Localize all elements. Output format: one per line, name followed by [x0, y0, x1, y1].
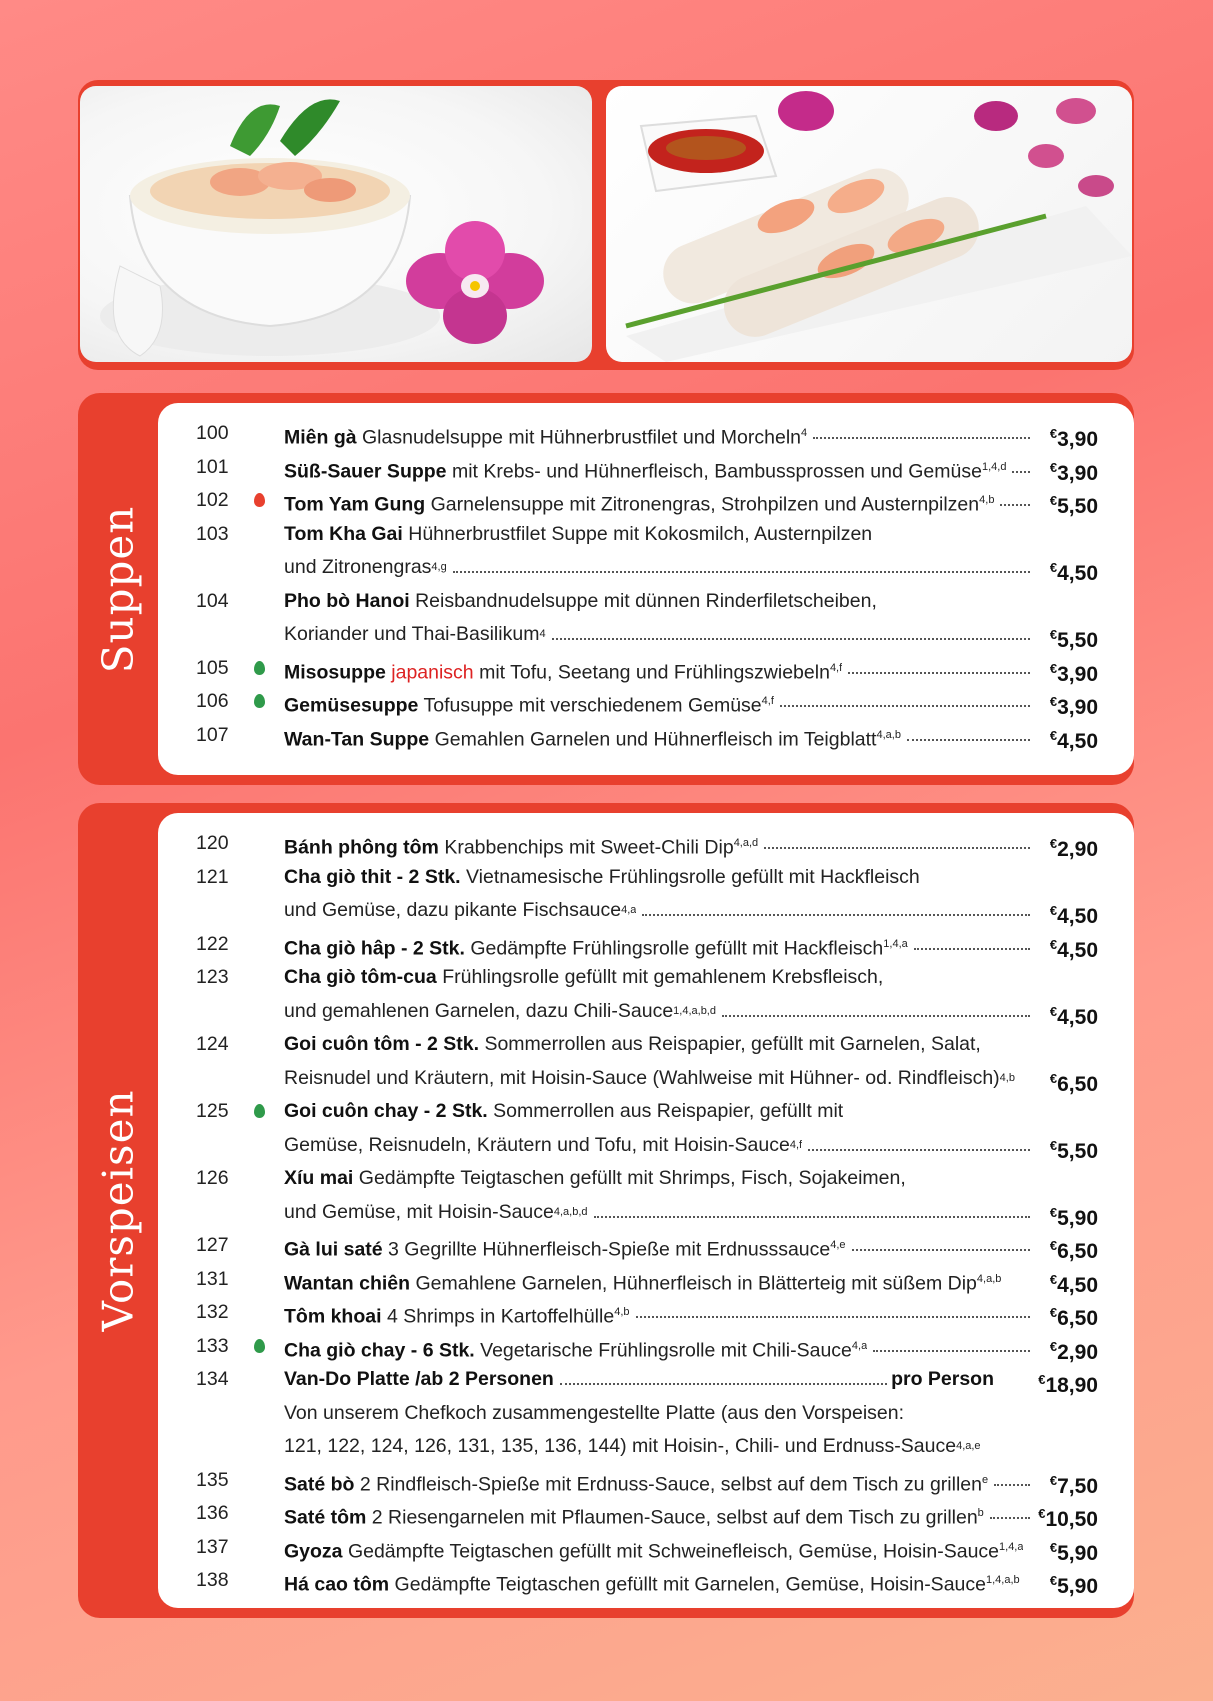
- price-value: 2,90: [1057, 1340, 1098, 1364]
- item-name: Bánh phông tôm: [284, 836, 439, 859]
- item-number: 134: [196, 1368, 229, 1390]
- item-number: 132: [196, 1301, 229, 1323]
- item-desc-text: Vietnamesische Frühlingsrolle gefüllt mit Hackfleisch: [466, 865, 920, 888]
- price-value: 18,90: [1045, 1374, 1098, 1397]
- item-name: Wantan chiên: [284, 1272, 411, 1294]
- vegetarian-icon: [254, 1339, 265, 1353]
- item-text: [284, 1062, 1034, 1100]
- item-name: Há cao tôm: [284, 1573, 390, 1596]
- vegetarian-icon: [254, 1104, 265, 1118]
- item-description: [284, 1363, 554, 1397]
- item-name: Süß-Sauer Suppe: [284, 460, 447, 482]
- item-name: Gemüsesuppe: [284, 694, 419, 717]
- allergen-wrap: [621, 894, 636, 932]
- price-value: 6,50: [1057, 1072, 1098, 1096]
- menu-item: [158, 518, 1134, 552]
- currency-symbol: €: [1049, 627, 1058, 642]
- allergen-wrap: [431, 551, 446, 589]
- currency-symbol: €: [1049, 1573, 1058, 1588]
- item-number: 120: [196, 832, 229, 854]
- item-name: Goi cuôn tôm - 2 Stk.: [284, 1033, 480, 1055]
- menu-item: [158, 1263, 1134, 1297]
- price-value: 6,50: [1057, 1307, 1098, 1330]
- item-desc-text: Sommerrollen aus Reispapier, gefüllt mit Garnelen, Salat,: [484, 1033, 981, 1055]
- allergen-codes: 4,b: [999, 1071, 1015, 1084]
- currency-symbol: €: [1049, 694, 1058, 709]
- allergen-codes: 4,g: [431, 561, 447, 573]
- currency-symbol: €: [1049, 936, 1058, 952]
- menu-list-suppen: [158, 417, 1134, 752]
- item-text: [284, 417, 1034, 455]
- allergen-codes: 4,a,b: [976, 1272, 1002, 1285]
- allergen-codes: 4,a: [621, 904, 637, 916]
- item-text: [284, 1162, 1034, 1196]
- menu-item-continued: [158, 1196, 1134, 1230]
- price-value: 5,90: [1057, 1206, 1098, 1230]
- item-name: Tom Yam Gung: [284, 493, 426, 516]
- item-number: 126: [196, 1167, 229, 1189]
- currency-symbol: €: [1049, 1271, 1058, 1287]
- menu-panel-suppen: [158, 403, 1134, 775]
- price-value: 7,50: [1057, 1474, 1098, 1498]
- menu-item: [158, 484, 1134, 518]
- price-value: 4,50: [1057, 1273, 1098, 1297]
- soup-illustration: [80, 86, 592, 362]
- item-text: [284, 518, 1034, 552]
- leader-dots: [914, 928, 1030, 950]
- item-description: Von unserem Chefkoch zusammengestellte Platte (aus den Vorspeisen:: [284, 1401, 905, 1424]
- item-desc-text: Tofusuppe mit verschiedenem Gemüse: [423, 694, 762, 717]
- leader-dots: [852, 1229, 1030, 1251]
- menu-item-continued: [158, 551, 1134, 585]
- item-number: 131: [196, 1267, 229, 1290]
- soup-photo: [80, 86, 592, 362]
- item-desc-text: 2 Rindfleisch-Spieße mit Erdnuss-Sauce, selbst auf dem Tisch zu grillen: [359, 1473, 982, 1495]
- item-text: [284, 928, 1034, 966]
- allergen-codes: 1,4,a: [999, 1540, 1024, 1553]
- item-description: [284, 1162, 906, 1196]
- leader-dots: [560, 1363, 887, 1385]
- allergen-codes: 4,a,b: [876, 728, 901, 741]
- item-price: [1050, 1564, 1098, 1604]
- currency-symbol: €: [1049, 493, 1058, 508]
- item-name: Tôm khoai: [284, 1305, 382, 1328]
- item-name: Misosuppe: [284, 661, 386, 683]
- price-value: 5,90: [1057, 1575, 1098, 1598]
- item-suffix: pro Person: [891, 1368, 994, 1390]
- item-text: [284, 618, 1034, 656]
- allergen-wrap: [554, 1196, 588, 1234]
- menu-item: [158, 1028, 1134, 1062]
- price-value: 4,50: [1057, 938, 1098, 962]
- allergen-wrap: [790, 1129, 802, 1167]
- item-desc-text: 2 Riesengarnelen mit Pflaumen-Sauce, selbst auf dem Tisch zu grillen: [371, 1506, 978, 1529]
- price-value: 2,90: [1057, 838, 1098, 861]
- leader-dots: [453, 551, 1030, 573]
- item-desc-text: Frühlingsrolle gefüllt mit gemahlenem Krebsfleisch,: [442, 966, 884, 988]
- item-description: und Gemüse, mit Hoisin-Sauce: [284, 1200, 554, 1223]
- item-text: [284, 995, 1034, 1033]
- menu-item-continued: [158, 995, 1134, 1029]
- section-vorspeisen: [78, 803, 1134, 1618]
- menu-list-vorspeisen: [158, 827, 1134, 1598]
- menu-item: [158, 451, 1134, 485]
- allergen-codes: 1,4,a,b,d: [673, 1004, 716, 1017]
- item-desc-text: Gedämpfte Frühlingsrolle gefüllt mit Hackfleisch: [470, 937, 884, 959]
- leader-dots: [722, 995, 1030, 1017]
- item-description: 121, 122, 124, 126, 131, 135, 136, 144) mit Hoisin-, Chili- und Erdnuss-Sauce: [284, 1435, 957, 1457]
- leader-dots: [848, 652, 1030, 674]
- section-title-text: Vorspeisen: [93, 1089, 143, 1332]
- allergen-codes: 4,a,b,d: [553, 1205, 588, 1218]
- price-value: 3,90: [1057, 662, 1098, 686]
- allergen-wrap: [539, 618, 545, 656]
- currency-symbol: €: [1049, 1003, 1058, 1019]
- menu-item: [158, 1497, 1134, 1531]
- item-description: [284, 1564, 1020, 1602]
- item-desc-text: Gemahlen Garnelen und Hühnerfleisch im Teigblatt: [434, 728, 877, 750]
- item-description: [284, 928, 908, 966]
- item-text: [284, 1397, 1034, 1431]
- allergen-codes: 4,f: [789, 1138, 803, 1151]
- item-description: [284, 1330, 867, 1368]
- item-desc-text: mit Tofu, Seetang und Frühlingszwiebeln: [479, 661, 830, 683]
- item-description: [284, 585, 877, 619]
- item-text: [284, 1095, 1034, 1129]
- currency-symbol: €: [1049, 560, 1058, 575]
- menu-item: [158, 1296, 1134, 1330]
- item-text: [284, 1263, 1034, 1301]
- currency-symbol: €: [1038, 1372, 1046, 1387]
- currency-symbol: €: [1049, 727, 1058, 743]
- allergen-codes: 4,a,e: [956, 1440, 981, 1452]
- menu-item-continued: [158, 618, 1134, 652]
- item-name: Cha giò chay - 6 Stk.: [284, 1339, 475, 1361]
- leader-dots: [552, 618, 1030, 640]
- item-text: [284, 484, 1034, 522]
- leader-dots: [873, 1330, 1030, 1352]
- item-desc-text: Glasnudelsuppe mit Hühnerbrustfilet und Morcheln: [362, 426, 802, 449]
- leader-dots: [990, 1497, 1030, 1519]
- item-number: 103: [196, 522, 229, 545]
- item-description: [284, 1296, 630, 1334]
- spring-rolls-photo: [606, 86, 1132, 362]
- item-text: [284, 685, 1034, 723]
- allergen-codes: 4: [801, 427, 808, 439]
- item-desc-text: Gemahlene Garnelen, Hühnerfleisch in Blätterteig mit süßem Dip: [415, 1272, 977, 1294]
- item-description: [284, 861, 920, 895]
- item-accent: japanisch: [391, 661, 474, 683]
- leader-dots: [808, 1129, 1030, 1151]
- price-value: 3,90: [1057, 696, 1098, 719]
- item-text: [284, 1430, 1074, 1468]
- menu-item: [158, 685, 1134, 719]
- item-name: Pho bò Hanoi: [284, 589, 410, 612]
- currency-symbol: €: [1049, 1338, 1058, 1354]
- currency-symbol: €: [1049, 1472, 1058, 1488]
- allergen-codes: 1,4,a: [883, 937, 908, 950]
- item-description: [284, 1497, 984, 1535]
- item-text: [284, 1531, 1034, 1569]
- item-number: 122: [196, 932, 229, 955]
- leader-dots: [813, 417, 1030, 439]
- item-desc-text: 3 Gegrillte Hühnerfleisch-Spieße mit Erdnusssauce: [388, 1238, 831, 1261]
- item-number: 107: [196, 723, 229, 746]
- item-text: [284, 1229, 1034, 1267]
- item-description: und Zitronengras: [284, 556, 432, 578]
- allergen-codes: 4,a,d: [733, 837, 759, 849]
- menu-item: [158, 961, 1134, 995]
- currency-symbol: €: [1049, 660, 1058, 676]
- photo-banner: [78, 80, 1134, 370]
- price-value: 3,90: [1057, 428, 1098, 451]
- price-value: 5,90: [1057, 1541, 1098, 1565]
- menu-item-continued: [158, 1129, 1134, 1163]
- menu-item-continued: [158, 894, 1134, 928]
- allergen-codes: 4,f: [829, 661, 843, 674]
- item-number: 135: [196, 1468, 229, 1491]
- item-name: Cha giò hâp - 2 Stk.: [284, 937, 465, 959]
- item-description: [284, 1263, 1001, 1301]
- item-text: [284, 961, 1034, 995]
- leader-dots: [907, 719, 1030, 741]
- price-value: 4,50: [1057, 1005, 1098, 1029]
- menu-item: [158, 861, 1134, 895]
- menu-item: [158, 1363, 1134, 1397]
- price-value: 4,50: [1057, 905, 1098, 928]
- item-name: Wan-Tan Suppe: [284, 728, 430, 750]
- item-description: [284, 685, 774, 723]
- allergen-codes: 4,b: [979, 494, 995, 506]
- item-text: [284, 551, 1034, 589]
- item-text: [284, 1363, 994, 1397]
- item-name: Gyoza: [284, 1540, 343, 1562]
- item-desc-text: Sommerrollen aus Reispapier, gefüllt mit: [493, 1100, 844, 1122]
- leader-dots: [780, 685, 1030, 707]
- item-text: [284, 1330, 1034, 1368]
- item-number: 133: [196, 1334, 229, 1357]
- currency-symbol: €: [1049, 1070, 1058, 1086]
- section-title-suppen: [78, 393, 158, 785]
- menu-item: [158, 1564, 1134, 1598]
- price-value: 5,50: [1057, 1139, 1098, 1163]
- item-desc-text: Gedämpfte Teigtaschen gefüllt mit Shrimps, Fisch, Sojakeimen,: [358, 1167, 906, 1189]
- item-text: [284, 1196, 1034, 1234]
- currency-symbol: €: [1049, 903, 1058, 918]
- item-text: [284, 451, 1034, 489]
- menu-item: [158, 1095, 1134, 1129]
- item-text: [284, 1028, 1034, 1062]
- item-name: Van-Do Platte /ab 2 Personen: [284, 1368, 554, 1390]
- item-description: [284, 484, 994, 522]
- item-text: [284, 1296, 1034, 1334]
- menu-item-continued: [158, 1430, 1134, 1464]
- item-description: [284, 1028, 981, 1062]
- item-description: Koriander und Thai-Basilikum: [284, 623, 540, 645]
- item-name: Gà lui saté: [284, 1238, 383, 1261]
- menu-panel-vorspeisen: [158, 813, 1134, 1608]
- item-name: Miên gà: [284, 426, 357, 449]
- item-text: [284, 1497, 1034, 1535]
- item-name: Tom Kha Gai: [284, 522, 403, 545]
- item-number: 127: [196, 1234, 229, 1256]
- allergen-codes: 4,a: [851, 1339, 868, 1352]
- vegetarian-icon: [254, 694, 265, 708]
- item-desc-text: Gedämpfte Teigtaschen gefüllt mit Garnelen, Gemüse, Hoisin-Sauce: [394, 1573, 986, 1596]
- item-desc-text: Reisbandnudelsuppe mit dünnen Rinderfiletscheiben,: [415, 589, 877, 612]
- item-name: Saté tôm: [284, 1506, 367, 1529]
- currency-symbol: €: [1049, 459, 1058, 475]
- section-title-text: Suppen: [93, 505, 143, 673]
- currency-symbol: €: [1049, 836, 1058, 851]
- item-number: 138: [196, 1569, 229, 1591]
- allergen-codes: 4: [539, 628, 546, 640]
- item-description: [284, 719, 901, 757]
- spring-rolls-illustration: [606, 86, 1132, 362]
- section-suppen: [78, 393, 1134, 785]
- allergen-codes: 4,b: [614, 1306, 630, 1318]
- leader-dots: [994, 1464, 1030, 1486]
- item-text: [284, 861, 1034, 895]
- item-description: [284, 1229, 846, 1267]
- price-value: 4,50: [1057, 729, 1098, 753]
- price-value: 10,50: [1045, 1508, 1098, 1531]
- item-desc-text: Gedämpfte Teigtaschen gefüllt mit Schweinefleisch, Gemüse, Hoisin-Sauce: [347, 1540, 1000, 1562]
- item-description: [284, 1095, 843, 1129]
- item-number: 136: [196, 1502, 229, 1524]
- section-title-vorspeisen: [78, 803, 158, 1618]
- item-description: und gemahlenen Garnelen, dazu Chili-Sauce: [284, 999, 674, 1022]
- item-number: 125: [196, 1100, 229, 1122]
- menu-item: [158, 1531, 1134, 1565]
- allergen-codes: 1,4,d: [981, 460, 1007, 473]
- item-number: 105: [196, 656, 229, 679]
- item-number: 121: [196, 865, 229, 888]
- item-description: [284, 518, 872, 552]
- item-description: und Gemüse, dazu pikante Fischsauce: [284, 899, 622, 921]
- leader-dots: [1000, 484, 1030, 506]
- leader-dots: [636, 1296, 1031, 1318]
- menu-item: [158, 1330, 1134, 1364]
- price-value: 5,50: [1057, 495, 1098, 518]
- item-name: Goi cuôn chay - 2 Stk.: [284, 1100, 488, 1122]
- item-text: [284, 1564, 1034, 1602]
- item-description: [284, 961, 883, 995]
- item-desc-text: 4 Shrimps in Kartoffelhülle: [386, 1305, 615, 1328]
- allergen-wrap: [1000, 1062, 1015, 1100]
- leader-dots: [594, 1196, 1030, 1218]
- item-number: 101: [196, 455, 229, 478]
- item-name: Xíu mai: [284, 1167, 354, 1189]
- leader-dots: [642, 894, 1030, 916]
- item-desc-text: Krabbenchips mit Sweet-Chili Dip: [444, 836, 734, 859]
- item-description: [284, 652, 842, 690]
- price-value: 6,50: [1057, 1240, 1098, 1263]
- currency-symbol: €: [1038, 1506, 1046, 1521]
- item-number: 124: [196, 1033, 229, 1055]
- leader-dots: [764, 827, 1030, 849]
- menu-item: [158, 1229, 1134, 1263]
- item-text: [284, 719, 1034, 757]
- item-name: Saté bò: [284, 1473, 355, 1495]
- price-value: 4,50: [1057, 562, 1098, 585]
- item-text: [284, 585, 1034, 619]
- allergen-codes: 1,4,a,b: [985, 1574, 1020, 1586]
- item-price: [1050, 719, 1098, 759]
- vegetarian-icon: [254, 661, 265, 675]
- item-description: [284, 827, 758, 865]
- item-name: Cha giò tôm-cua: [284, 966, 437, 988]
- item-text: [284, 827, 1034, 865]
- item-number: 137: [196, 1535, 229, 1558]
- item-description: Gemüse, Reisnudeln, Kräutern und Tofu, mit Hoisin-Sauce: [284, 1133, 790, 1156]
- menu-item-continued: [158, 1062, 1134, 1096]
- leader-dots: [1012, 451, 1030, 473]
- allergen-codes: e: [981, 1473, 989, 1486]
- currency-symbol: €: [1049, 1137, 1058, 1153]
- spicy-icon: [254, 493, 265, 507]
- menu-item: [158, 827, 1134, 861]
- allergen-codes: 4,e: [830, 1239, 846, 1251]
- menu-item: [158, 719, 1134, 753]
- allergen-wrap: [673, 995, 716, 1033]
- item-description: Reisnudel und Kräutern, mit Hoisin-Sauce (Wahlweise mit Hühner- od. Rindfleisch): [284, 1066, 1000, 1089]
- item-text: [284, 1464, 1034, 1502]
- currency-symbol: €: [1049, 1305, 1058, 1320]
- currency-symbol: €: [1049, 1539, 1058, 1555]
- menu-item-continued: [158, 1397, 1134, 1431]
- menu-item: [158, 417, 1134, 451]
- item-number: 100: [196, 422, 229, 444]
- item-text: [284, 652, 1034, 690]
- item-description: [284, 417, 807, 455]
- item-desc-text: Garnelensuppe mit Zitronengras, Strohpilzen und Austernpilzen: [430, 493, 980, 516]
- allergen-codes: b: [977, 1507, 984, 1519]
- allergen-codes: 4,f: [761, 695, 774, 707]
- item-number: 102: [196, 489, 229, 511]
- item-desc-text: mit Krebs- und Hühnerfleisch, Bambussprossen und Gemüse: [451, 460, 982, 482]
- menu-item: [158, 1464, 1134, 1498]
- price-value: 3,90: [1057, 461, 1098, 485]
- item-number: 106: [196, 690, 229, 712]
- allergen-wrap: [956, 1430, 980, 1468]
- item-number: 104: [196, 589, 229, 612]
- currency-symbol: €: [1049, 426, 1058, 441]
- item-name: Cha giò thit - 2 Stk.: [284, 865, 461, 888]
- menu-item: [158, 1162, 1134, 1196]
- currency-symbol: €: [1049, 1204, 1058, 1220]
- item-description: [284, 1464, 988, 1502]
- item-description: [284, 451, 1006, 489]
- item-desc-text: Hühnerbrustfilet Suppe mit Kokosmilch, Austernpilzen: [408, 522, 873, 545]
- menu-item: [158, 652, 1134, 686]
- menu-item: [158, 928, 1134, 962]
- price-value: 5,50: [1057, 629, 1098, 652]
- item-text: [284, 1129, 1034, 1167]
- currency-symbol: €: [1049, 1238, 1058, 1253]
- item-description: [284, 1531, 1023, 1569]
- item-desc-text: Vegetarische Frühlingsrolle mit Chili-Sauce: [480, 1339, 852, 1361]
- item-text: [284, 894, 1034, 932]
- item-number: 123: [196, 966, 229, 988]
- menu-item: [158, 585, 1134, 619]
